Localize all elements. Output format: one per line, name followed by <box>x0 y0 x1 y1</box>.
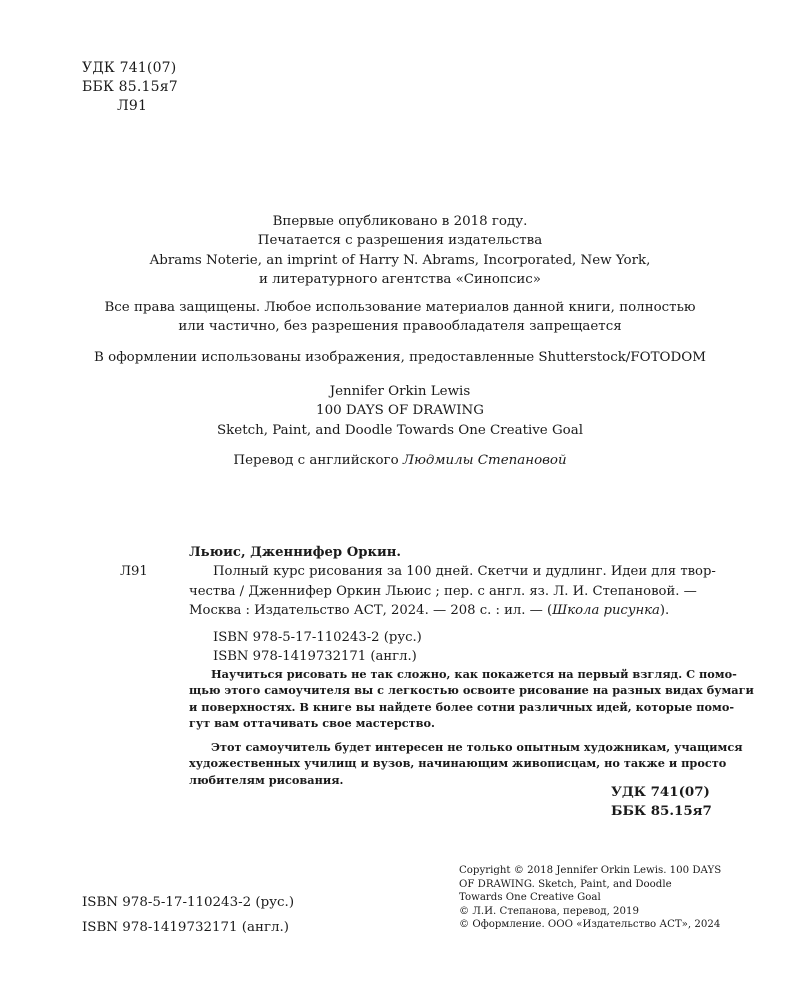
images-credit-line: В оформлении использованы изображения, предоставленные Shutterstock/FOTODOM <box>94 350 706 365</box>
isbn-eng: ISBN 978-1419732171 (англ.) <box>82 920 289 935</box>
publication-notice <box>0 212 800 290</box>
classification-codes-top <box>82 59 178 116</box>
biblio-author: Льюис, Дженнифер Оркин. <box>189 545 401 560</box>
biblio-desc-line: чества / Дженнифер Оркин Льюис ; пер. с англ. яз. Л. И. Степановой. — <box>189 583 697 599</box>
annotation-line: и поверхностях. В книге вы найдете более сотни различных идей, которые помо- <box>189 699 735 714</box>
copyright-notice <box>459 864 721 932</box>
biblio-series: Школа рисунка <box>552 603 660 619</box>
udk-code: УДК 741(07) <box>82 60 177 76</box>
annotation-line: Этот самоучитель будет интересен не только опытным художникам, учащимся <box>211 740 743 755</box>
classification-codes-bottom <box>611 783 712 821</box>
rights-notice <box>0 298 800 337</box>
original-title: 100 DAYS OF DRAWING <box>316 403 484 419</box>
author-code: Л91 <box>117 98 148 114</box>
copyright-line: OF DRAWING. Sketch, Paint, and Doodle <box>459 878 672 890</box>
biblio-desc-part: ). <box>659 603 670 619</box>
annotation-line: щью этого самоучителя вы с легкостью освоите рисование на разных видах бумаги <box>189 683 754 698</box>
imprint-line: Abrams Noterie, an imprint of Harry N. Abrams, Incorporated, New York, <box>149 252 651 268</box>
bbk-code: ББК 85.15я7 <box>82 79 178 95</box>
annotation-paragraph-1 <box>189 666 754 731</box>
isbn-rus: ISBN 978-5-17-110243-2 (рус.) <box>82 895 295 910</box>
biblio-author-code: Л91 <box>120 564 148 579</box>
original-subtitle: Sketch, Paint, and Doodle Towards One Creative Goal <box>216 422 584 438</box>
bibliographic-record <box>189 543 719 666</box>
images-credit <box>0 348 800 367</box>
copyright-line: Towards One Creative Goal <box>459 892 601 904</box>
imprint-line: Впервые опубликовано в 2018 году. <box>272 214 528 229</box>
translation-prefix: Перевод с английского <box>233 453 403 468</box>
annotation <box>189 666 754 788</box>
original-edition <box>0 382 800 440</box>
imprint-line: и литературного агентства «Синопсис» <box>258 272 541 288</box>
imprint-line: Печатается с разрешения издательства <box>257 233 543 249</box>
translation-credit <box>0 451 800 470</box>
rights-line: Все права защищены. Любое использование материалов данной книги, полностью <box>104 300 696 315</box>
biblio-desc-line <box>189 601 719 620</box>
annotation-paragraph-2 <box>189 739 743 788</box>
biblio-isbn-rus: ISBN 978-5-17-110243-2 (рус.) <box>213 629 422 645</box>
copyright-line: Copyright © 2018 Jennifer Orkin Lewis. 100 DAYS <box>459 865 722 876</box>
copyright-line: © Оформление. ООО «Издательство АСТ», 2024 <box>459 919 721 931</box>
bbk-code: ББК 85.15я7 <box>611 803 712 819</box>
original-author: Jennifer Orkin Lewis <box>329 384 471 399</box>
annotation-line: Научиться рисовать не так сложно, как покажется на первый взгляд. С помо- <box>211 667 737 681</box>
translator-name: Людмилы Степановой <box>402 453 567 468</box>
annotation-line: любителям рисования. <box>189 772 344 787</box>
annotation-line: гут вам оттачивать свое мастерство. <box>189 715 435 730</box>
rights-line: или частично, без разрешения правообладателя запрещается <box>178 319 622 335</box>
biblio-desc-line: Полный курс рисования за 100 дней. Скетчи и дудлинг. Идеи для твор- <box>213 564 716 580</box>
biblio-isbn-eng: ISBN 978-1419732171 (англ.) <box>213 649 417 665</box>
isbn-block <box>82 890 294 940</box>
copyright-line: © Л.И. Степанова, перевод, 2019 <box>459 905 639 917</box>
udk-code: УДК 741(07) <box>611 784 710 800</box>
biblio-desc-part: Москва : Издательство АСТ, 2024. — 208 с. : ил. — ( <box>189 603 553 619</box>
annotation-line: художественных училищ и вузов, начинающим живописцам, но также и просто <box>189 756 727 771</box>
